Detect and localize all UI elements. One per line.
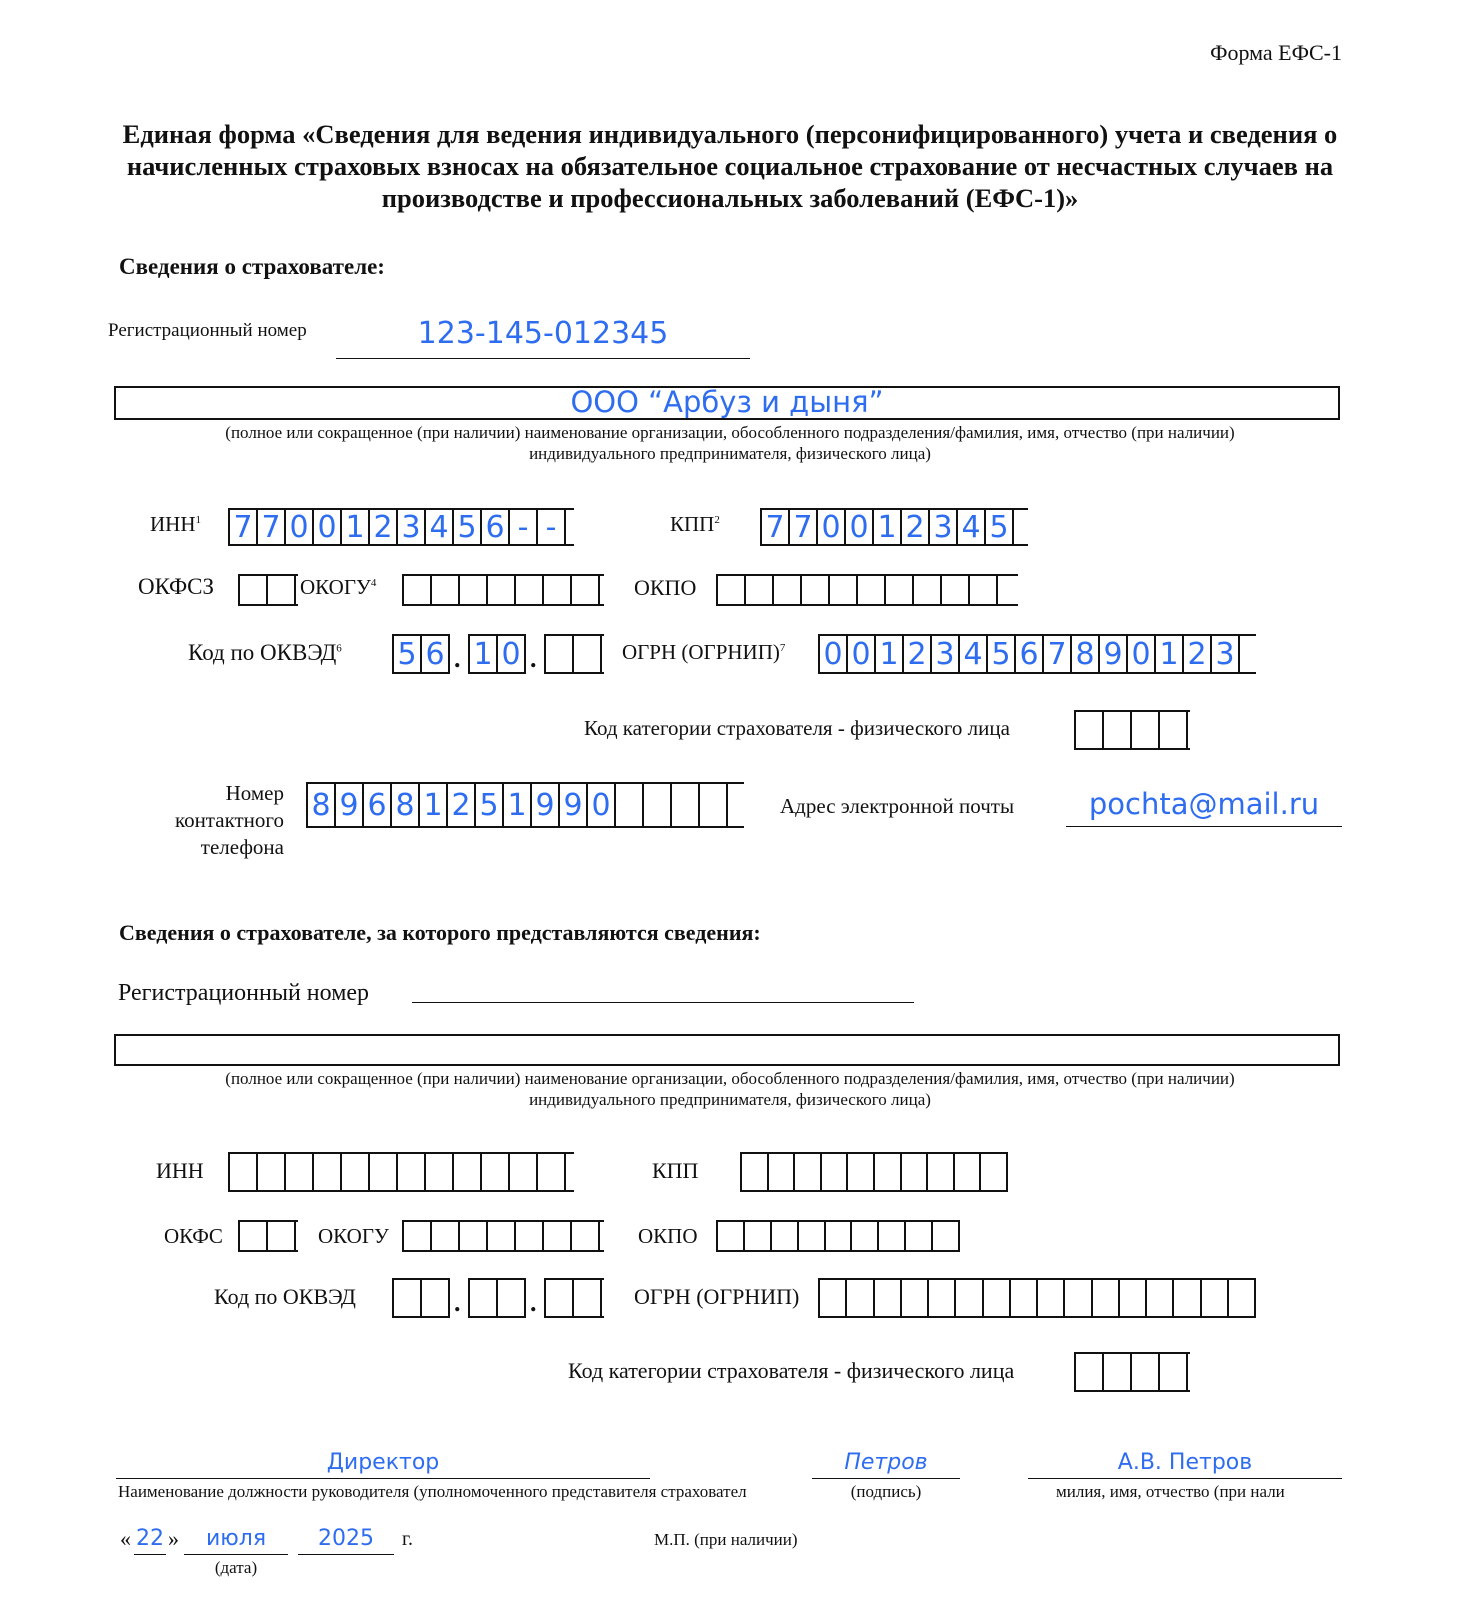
char-cell[interactable] — [718, 576, 746, 604]
char-cell[interactable]: 0 — [848, 636, 876, 672]
char-cell[interactable]: 6 — [422, 636, 450, 672]
char-cell[interactable] — [745, 1222, 772, 1250]
ogrn-label-2: ОГРН (ОГРНИП) — [634, 1284, 800, 1309]
char-cell[interactable]: 1 — [1156, 636, 1184, 672]
reg-number-field[interactable] — [336, 312, 750, 359]
char-cell[interactable] — [1038, 1280, 1065, 1316]
char-cell[interactable]: 0 — [846, 510, 874, 544]
char-cell[interactable]: 0 — [818, 510, 846, 544]
char-cell[interactable] — [858, 576, 886, 604]
char-cell[interactable] — [879, 1222, 906, 1250]
char-cell[interactable]: 7 — [1044, 636, 1072, 672]
okfs-cells[interactable] — [238, 574, 298, 606]
kpp-cells[interactable] — [760, 508, 1028, 546]
category-label-2: Код категории страхователя - физического лица — [568, 1358, 1015, 1383]
char-cell[interactable] — [1132, 1354, 1160, 1390]
char-cell[interactable] — [432, 576, 460, 604]
reg-number-value: 123-145-012345 — [417, 316, 669, 351]
date-day-value: 22 — [136, 1526, 164, 1551]
char-cell[interactable] — [516, 576, 544, 604]
char-cell[interactable]: 1 — [874, 510, 902, 544]
okogu-cells-2[interactable] — [402, 1220, 604, 1252]
char-cell[interactable] — [914, 576, 942, 604]
char-cell[interactable] — [432, 1222, 460, 1250]
reg-number-label-2: Регистрационный номер — [118, 980, 370, 1006]
okved-group3-2[interactable] — [544, 1278, 604, 1318]
char-cell[interactable]: 5 — [394, 636, 422, 672]
okved-dot: . — [530, 1288, 537, 1317]
char-cell[interactable]: 8 — [308, 784, 336, 826]
char-cell[interactable]: 0 — [286, 510, 314, 544]
org-name-caption: (полное или сокращенное (при наличии) наименование организации, обособленного подразделения/фамилия, имя, отчество (при наличии) индивидуального предпринимателя, физического лица) — [225, 423, 1235, 463]
char-cell[interactable] — [544, 576, 572, 604]
okved-group1-2[interactable] — [392, 1278, 450, 1318]
okfs-cells-2[interactable] — [238, 1220, 298, 1252]
full-name-caption: милия, имя, отчество (при нали — [1056, 1482, 1285, 1501]
section1-heading: Сведения о страхователе: — [119, 254, 385, 279]
char-cell[interactable] — [510, 1154, 538, 1190]
char-cell[interactable] — [822, 1154, 849, 1190]
okpo-label-2: ОКПО — [638, 1224, 698, 1248]
char-cell[interactable] — [314, 1154, 342, 1190]
char-cell[interactable] — [426, 1154, 454, 1190]
char-cell[interactable]: 6 — [1016, 636, 1044, 672]
char-cell[interactable]: 9 — [560, 784, 588, 826]
signature-value: Петров — [844, 1450, 928, 1475]
char-cell[interactable] — [240, 576, 268, 604]
phone-cells[interactable] — [306, 782, 744, 828]
char-cell[interactable] — [572, 576, 600, 604]
date-open-quote: « — [120, 1526, 131, 1551]
category-cells-2[interactable] — [1074, 1352, 1190, 1392]
char-cell[interactable]: 8 — [1072, 636, 1100, 672]
char-cell[interactable] — [258, 1154, 286, 1190]
char-cell[interactable]: 3 — [930, 510, 958, 544]
char-cell[interactable] — [230, 1154, 258, 1190]
position-field[interactable] — [116, 1448, 650, 1479]
char-cell[interactable] — [700, 784, 728, 826]
okogu-label: ОКОГУ$^4$ — [300, 575, 377, 599]
char-cell[interactable] — [616, 784, 644, 826]
char-cell[interactable] — [742, 1154, 769, 1190]
okfs-label: ОКФСЗ — [138, 574, 214, 599]
char-cell[interactable]: 9 — [532, 784, 560, 826]
char-cell[interactable] — [984, 1280, 1011, 1316]
char-cell[interactable] — [574, 1280, 602, 1316]
date-year-suffix: г. — [402, 1528, 413, 1550]
okved-dot: . — [530, 644, 537, 673]
date-caption: (дата) — [214, 1558, 258, 1577]
form-title: Единая форма «Сведения для ведения индивидуального (персонифицированного) учета и сведения о начисленных страховых взносах на обязательное социальное страхование от несчастных случаев на производстве и профессиональных заболеваний (ЕФС-1)» — [122, 119, 1338, 213]
char-cell[interactable] — [1147, 1280, 1174, 1316]
inn-cells[interactable] — [228, 508, 574, 546]
char-cell[interactable] — [981, 1154, 1008, 1190]
char-cell[interactable] — [286, 1154, 314, 1190]
char-cell[interactable] — [574, 636, 602, 672]
reg-number-label: Регистрационный номер — [108, 320, 307, 341]
char-cell[interactable] — [826, 1222, 853, 1250]
okogu-cells[interactable] — [402, 574, 604, 606]
position-value: Директор — [326, 1450, 440, 1475]
ogrn-cells[interactable] — [818, 634, 1256, 674]
org-name-field[interactable] — [114, 386, 1340, 420]
char-cell[interactable]: 0 — [498, 636, 526, 672]
char-cell[interactable] — [929, 1280, 956, 1316]
char-cell[interactable] — [1160, 712, 1188, 748]
okpo-label: ОКПО — [634, 575, 697, 600]
char-cell[interactable] — [820, 1280, 847, 1316]
char-cell[interactable] — [956, 1280, 983, 1316]
char-cell[interactable] — [746, 576, 774, 604]
char-cell[interactable]: 3 — [932, 636, 960, 672]
full-name-value: А.В. Петров — [1117, 1450, 1253, 1475]
char-cell[interactable] — [906, 1222, 933, 1250]
okved-label-2: Код по ОКВЭД — [214, 1284, 356, 1309]
char-cell[interactable]: 7 — [790, 510, 818, 544]
char-cell[interactable] — [970, 576, 998, 604]
char-cell[interactable] — [830, 576, 858, 604]
char-cell[interactable] — [422, 1280, 450, 1316]
okved-group2-2[interactable] — [468, 1278, 526, 1318]
char-cell[interactable]: 1 — [470, 636, 498, 672]
email-field[interactable] — [1066, 784, 1342, 827]
okpo-cells[interactable] — [716, 574, 1018, 606]
char-cell[interactable] — [875, 1280, 902, 1316]
char-cell[interactable] — [902, 1280, 929, 1316]
org-name-caption-2: (полное или сокращенное (при наличии) наименование организации, обособленного подразделения/фамилия, имя, отчество (при наличии) индивидуального предпринимателя, физического лица) — [225, 1069, 1235, 1109]
char-cell[interactable] — [848, 1154, 875, 1190]
okved-group2[interactable] — [468, 634, 526, 674]
char-cell[interactable] — [404, 576, 432, 604]
char-cell[interactable] — [488, 1222, 516, 1250]
char-cell[interactable] — [769, 1154, 796, 1190]
char-cell[interactable]: 0 — [1128, 636, 1156, 672]
inn-label: ИНН$^1$ — [150, 512, 201, 536]
char-cell[interactable]: 0 — [314, 510, 342, 544]
char-cell[interactable] — [342, 1154, 370, 1190]
email-value: pochta@mail.ru — [1088, 787, 1320, 821]
char-cell[interactable] — [460, 1222, 488, 1250]
char-cell[interactable]: 5 — [986, 510, 1014, 544]
okfs-label-2: ОКФС — [164, 1224, 223, 1248]
char-cell[interactable] — [268, 1222, 296, 1250]
char-cell[interactable]: 1 — [342, 510, 370, 544]
phone-label: Номер контактного телефона — [174, 781, 284, 859]
char-cell[interactable] — [955, 1154, 982, 1190]
char-cell[interactable] — [933, 1222, 960, 1250]
date-month-value: июля — [205, 1526, 267, 1551]
kpp-label-2: КПП — [652, 1158, 699, 1183]
char-cell[interactable] — [1065, 1280, 1092, 1316]
char-cell[interactable]: 6 — [364, 784, 392, 826]
char-cell[interactable] — [902, 1154, 929, 1190]
stamp-label: М.П. (при наличии) — [654, 1530, 798, 1549]
char-cell[interactable]: 2 — [1184, 636, 1212, 672]
char-cell[interactable] — [1120, 1280, 1147, 1316]
char-cell[interactable] — [1132, 712, 1160, 748]
section2-heading: Сведения о страхователе, за которого представляются сведения: — [119, 920, 761, 945]
char-cell[interactable]: 5 — [454, 510, 482, 544]
kpp-label: КПП$^2$ — [670, 512, 720, 536]
category-cells[interactable] — [1074, 710, 1190, 750]
char-cell[interactable]: 9 — [1100, 636, 1128, 672]
char-cell[interactable] — [799, 1222, 826, 1250]
char-cell[interactable] — [1174, 1280, 1201, 1316]
signature-caption: (подпись) — [850, 1482, 922, 1501]
okpo-cells-2[interactable] — [716, 1220, 960, 1252]
okved-group1[interactable] — [392, 634, 450, 674]
char-cell[interactable] — [847, 1280, 874, 1316]
char-cell[interactable] — [1160, 1354, 1188, 1390]
date-year-value: 2025 — [318, 1526, 374, 1551]
char-cell[interactable]: 4 — [426, 510, 454, 544]
char-cell[interactable] — [538, 1154, 566, 1190]
okved-dot: . — [454, 644, 461, 673]
char-cell[interactable] — [546, 1280, 574, 1316]
char-cell[interactable]: 4 — [960, 636, 988, 672]
char-cell[interactable] — [488, 576, 516, 604]
char-cell[interactable] — [370, 1154, 398, 1190]
char-cell[interactable]: 5 — [988, 636, 1016, 672]
char-cell[interactable] — [398, 1154, 426, 1190]
org-name-value: ООО “Арбуз и дыня” — [570, 385, 884, 419]
char-cell[interactable]: 3 — [398, 510, 426, 544]
okved-dot: . — [454, 1288, 461, 1317]
char-cell[interactable] — [1076, 712, 1104, 748]
char-cell[interactable]: 7 — [258, 510, 286, 544]
date-month-field[interactable] — [184, 1524, 288, 1555]
char-cell[interactable] — [875, 1154, 902, 1190]
char-cell[interactable]: 0 — [588, 784, 616, 826]
char-cell[interactable] — [802, 576, 830, 604]
char-cell[interactable] — [404, 1222, 432, 1250]
okved-group3[interactable] — [544, 634, 604, 674]
char-cell[interactable]: 7 — [230, 510, 258, 544]
char-cell[interactable] — [886, 576, 914, 604]
date-close-quote: » — [168, 1526, 179, 1551]
reg-number-field-2[interactable] — [412, 976, 914, 1003]
char-cell[interactable]: 2 — [370, 510, 398, 544]
char-cell[interactable]: 1 — [420, 784, 448, 826]
ogrn-cells-2[interactable] — [818, 1278, 1256, 1318]
char-cell[interactable]: 0 — [820, 636, 848, 672]
char-cell[interactable] — [772, 1222, 799, 1250]
char-cell[interactable] — [1104, 712, 1132, 748]
char-cell[interactable]: 5 — [476, 784, 504, 826]
char-cell[interactable]: 6 — [482, 510, 510, 544]
okogu-label-2: ОКОГУ — [318, 1224, 389, 1248]
char-cell[interactable]: 9 — [336, 784, 364, 826]
char-cell[interactable] — [774, 576, 802, 604]
char-cell[interactable] — [942, 576, 970, 604]
char-cell[interactable] — [268, 576, 296, 604]
full-name-field[interactable] — [1028, 1448, 1342, 1479]
char-cell[interactable]: - — [510, 510, 538, 544]
char-cell[interactable]: 8 — [392, 784, 420, 826]
char-cell[interactable] — [1202, 1280, 1229, 1316]
char-cell[interactable] — [572, 1222, 600, 1250]
char-cell[interactable] — [454, 1154, 482, 1190]
char-cell[interactable] — [482, 1154, 510, 1190]
char-cell[interactable] — [544, 1222, 572, 1250]
form-id: Форма ЕФС-1 — [1210, 40, 1342, 65]
inn-label-2: ИНН — [156, 1158, 204, 1183]
char-cell[interactable]: 3 — [1212, 636, 1240, 672]
char-cell[interactable] — [546, 636, 574, 672]
kpp-cells-2[interactable] — [740, 1152, 1008, 1192]
char-cell[interactable] — [1011, 1280, 1038, 1316]
date-year-field[interactable] — [298, 1524, 394, 1555]
email-label: Адрес электронной почты — [780, 794, 1015, 818]
char-cell[interactable]: 1 — [876, 636, 904, 672]
char-cell[interactable] — [1093, 1280, 1120, 1316]
char-cell[interactable]: 7 — [762, 510, 790, 544]
char-cell[interactable] — [928, 1154, 955, 1190]
date-day-field[interactable] — [134, 1524, 166, 1555]
okved-label: Код по ОКВЭД$^6$ — [188, 640, 342, 665]
char-cell[interactable] — [240, 1222, 268, 1250]
char-cell[interactable] — [718, 1222, 745, 1250]
char-cell[interactable] — [644, 784, 672, 826]
signature-field[interactable] — [812, 1448, 960, 1479]
char-cell[interactable] — [460, 576, 488, 604]
char-cell[interactable]: 2 — [448, 784, 476, 826]
char-cell[interactable]: 2 — [904, 636, 932, 672]
char-cell[interactable]: - — [538, 510, 566, 544]
char-cell[interactable] — [394, 1280, 422, 1316]
char-cell[interactable] — [1229, 1280, 1256, 1316]
org-name-field-2[interactable] — [114, 1034, 1340, 1066]
char-cell[interactable] — [498, 1280, 526, 1316]
char-cell[interactable]: 2 — [902, 510, 930, 544]
char-cell[interactable] — [1104, 1354, 1132, 1390]
char-cell[interactable] — [470, 1280, 498, 1316]
position-caption: Наименование должности руководителя (уполномоченного представителя страховател — [118, 1482, 747, 1501]
char-cell[interactable] — [1076, 1354, 1104, 1390]
char-cell[interactable] — [852, 1222, 879, 1250]
char-cell[interactable]: 1 — [504, 784, 532, 826]
ogrn-label: ОГРН (ОГРНИП)$^7$ — [622, 640, 786, 664]
char-cell[interactable] — [795, 1154, 822, 1190]
char-cell[interactable]: 4 — [958, 510, 986, 544]
inn-cells-2[interactable] — [228, 1152, 574, 1192]
char-cell[interactable] — [672, 784, 700, 826]
category-label: Код категории страхователя - физического лица — [584, 716, 1010, 740]
char-cell[interactable] — [516, 1222, 544, 1250]
